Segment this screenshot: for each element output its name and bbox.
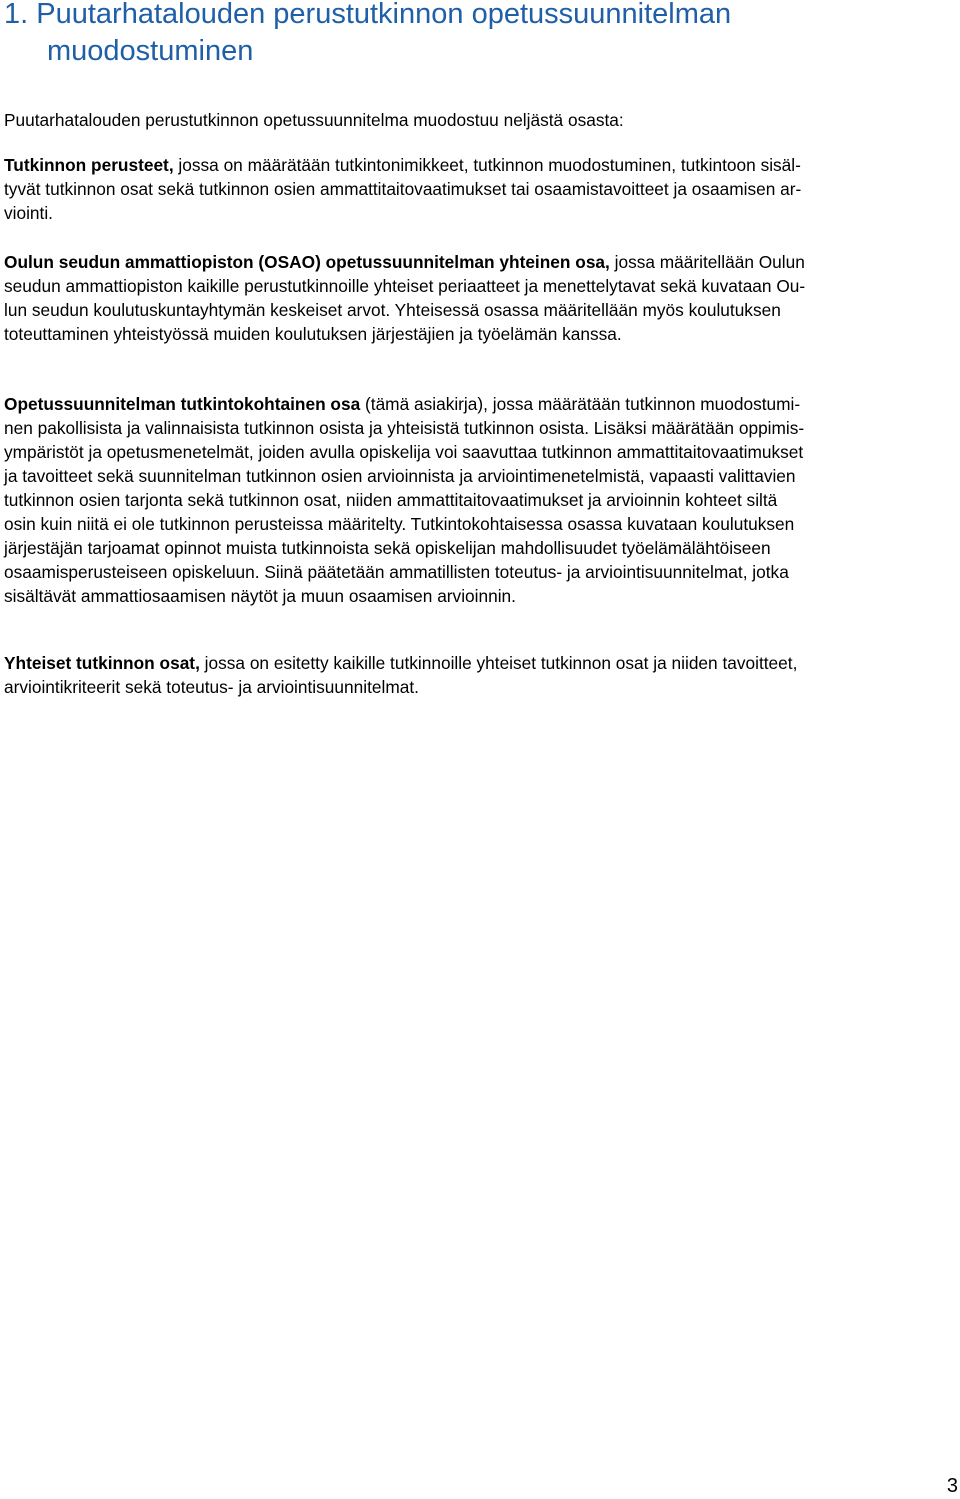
heading-number: 1. <box>4 0 29 30</box>
section-line: osaamisperusteiseen opiskeluun. Siinä päätetään ammatillisten toteutus- ja arviointisuunnitelmat, jotka <box>4 562 789 582</box>
section-line: osin kuin niitä ei ole tutkinnon perusteissa määritelty. Tutkintokohtaisessa osassa kuvataan koulutuksen <box>4 514 795 534</box>
intro-paragraph: Puutarhatalouden perustutkinnon opetussuunnitelma muodostuu neljästä osasta: <box>4 110 624 130</box>
section-line: arviointikriteerit sekä toteutus- ja arviointisuunnitelmat. <box>4 677 419 697</box>
section-line: viointi. <box>4 203 53 223</box>
section-tutkinnon-perusteet <box>4 153 954 225</box>
section-line: toteuttaminen yhteistyössä muiden koulutuksen järjestäjien ja työelämän kanssa. <box>4 324 622 344</box>
section-line: jossa määritellään Oulun <box>609 252 805 272</box>
section-yhteiset-tutkinnon-osat <box>4 651 954 699</box>
section-line: järjestäjän tarjoamat opinnot muista tutkinnoista sekä opiskelijan mahdollisuudet työelämälähtöiseen <box>4 538 771 558</box>
heading-text <box>4 0 731 67</box>
section-line: nen pakollisista ja valinnaisista tutkinnon osista ja yhteisistä tutkinnon osista. Lisäksi määrätään oppimis- <box>4 418 805 438</box>
section-tutkintokohtainen-osa <box>4 392 954 608</box>
section-line: sisältävät ammattiosaamisen näytöt ja muun osaamisen arvioinnin. <box>4 586 516 606</box>
heading-line-1: Puutarhatalouden perustutkinnon opetussuunnitelman <box>36 0 732 30</box>
section-lead: Oulun seudun ammattiopiston (OSAO) opetussuunnitelman yhteinen osa, <box>4 252 610 272</box>
section-lead: Tutkinnon perusteet, <box>4 155 174 175</box>
section-line: jossa on esitetty kaikille tutkinnoille yhteiset tutkinnon osat ja niiden tavoitteet, <box>199 653 798 673</box>
section-line: ja tavoitteet sekä suunnitelman tutkinnon osien arvioinnista ja arviointimenetelmistä, vapaasti valittavien <box>4 466 796 486</box>
section-lead: Opetussuunnitelman tutkintokohtainen osa <box>4 394 361 414</box>
page-number: 3 <box>946 1475 958 1497</box>
section-line: (tämä asiakirja), jossa määrätään tutkinnon muodostumi- <box>360 394 801 414</box>
section-line: tyvät tutkinnon osat sekä tutkinnon osien ammattitaitovaatimukset tai osaamistavoitteet ja osaamisen ar- <box>4 179 802 199</box>
section-lead: Yhteiset tutkinnon osat, <box>4 653 200 673</box>
section-line: ympäristöt ja opetusmenetelmät, joiden avulla opiskelija voi saavuttaa tutkinnon ammattitaitovaatimukset <box>4 442 804 462</box>
section-yhteinen-osa <box>4 250 954 346</box>
section-line: lun seudun koulutuskuntayhtymän keskeiset arvot. Yhteisessä osassa määritellään myös koulutuksen <box>4 300 781 320</box>
section-line: tutkinnon osien tarjonta sekä tutkinnon osat, niiden ammattitaitovaatimukset ja arvioinnin kohteet siltä <box>4 490 778 510</box>
section-line: jossa on määrätään tutkintonimikkeet, tutkinnon muodostuminen, tutkintoon sisäl- <box>173 155 801 175</box>
page-title <box>4 0 954 70</box>
heading-line-2: muodostuminen <box>47 35 254 67</box>
section-line: seudun ammattiopiston kaikille perustutkinnoille yhteiset periaatteet ja menettelytavat sekä kuvataan Ou- <box>4 276 806 296</box>
